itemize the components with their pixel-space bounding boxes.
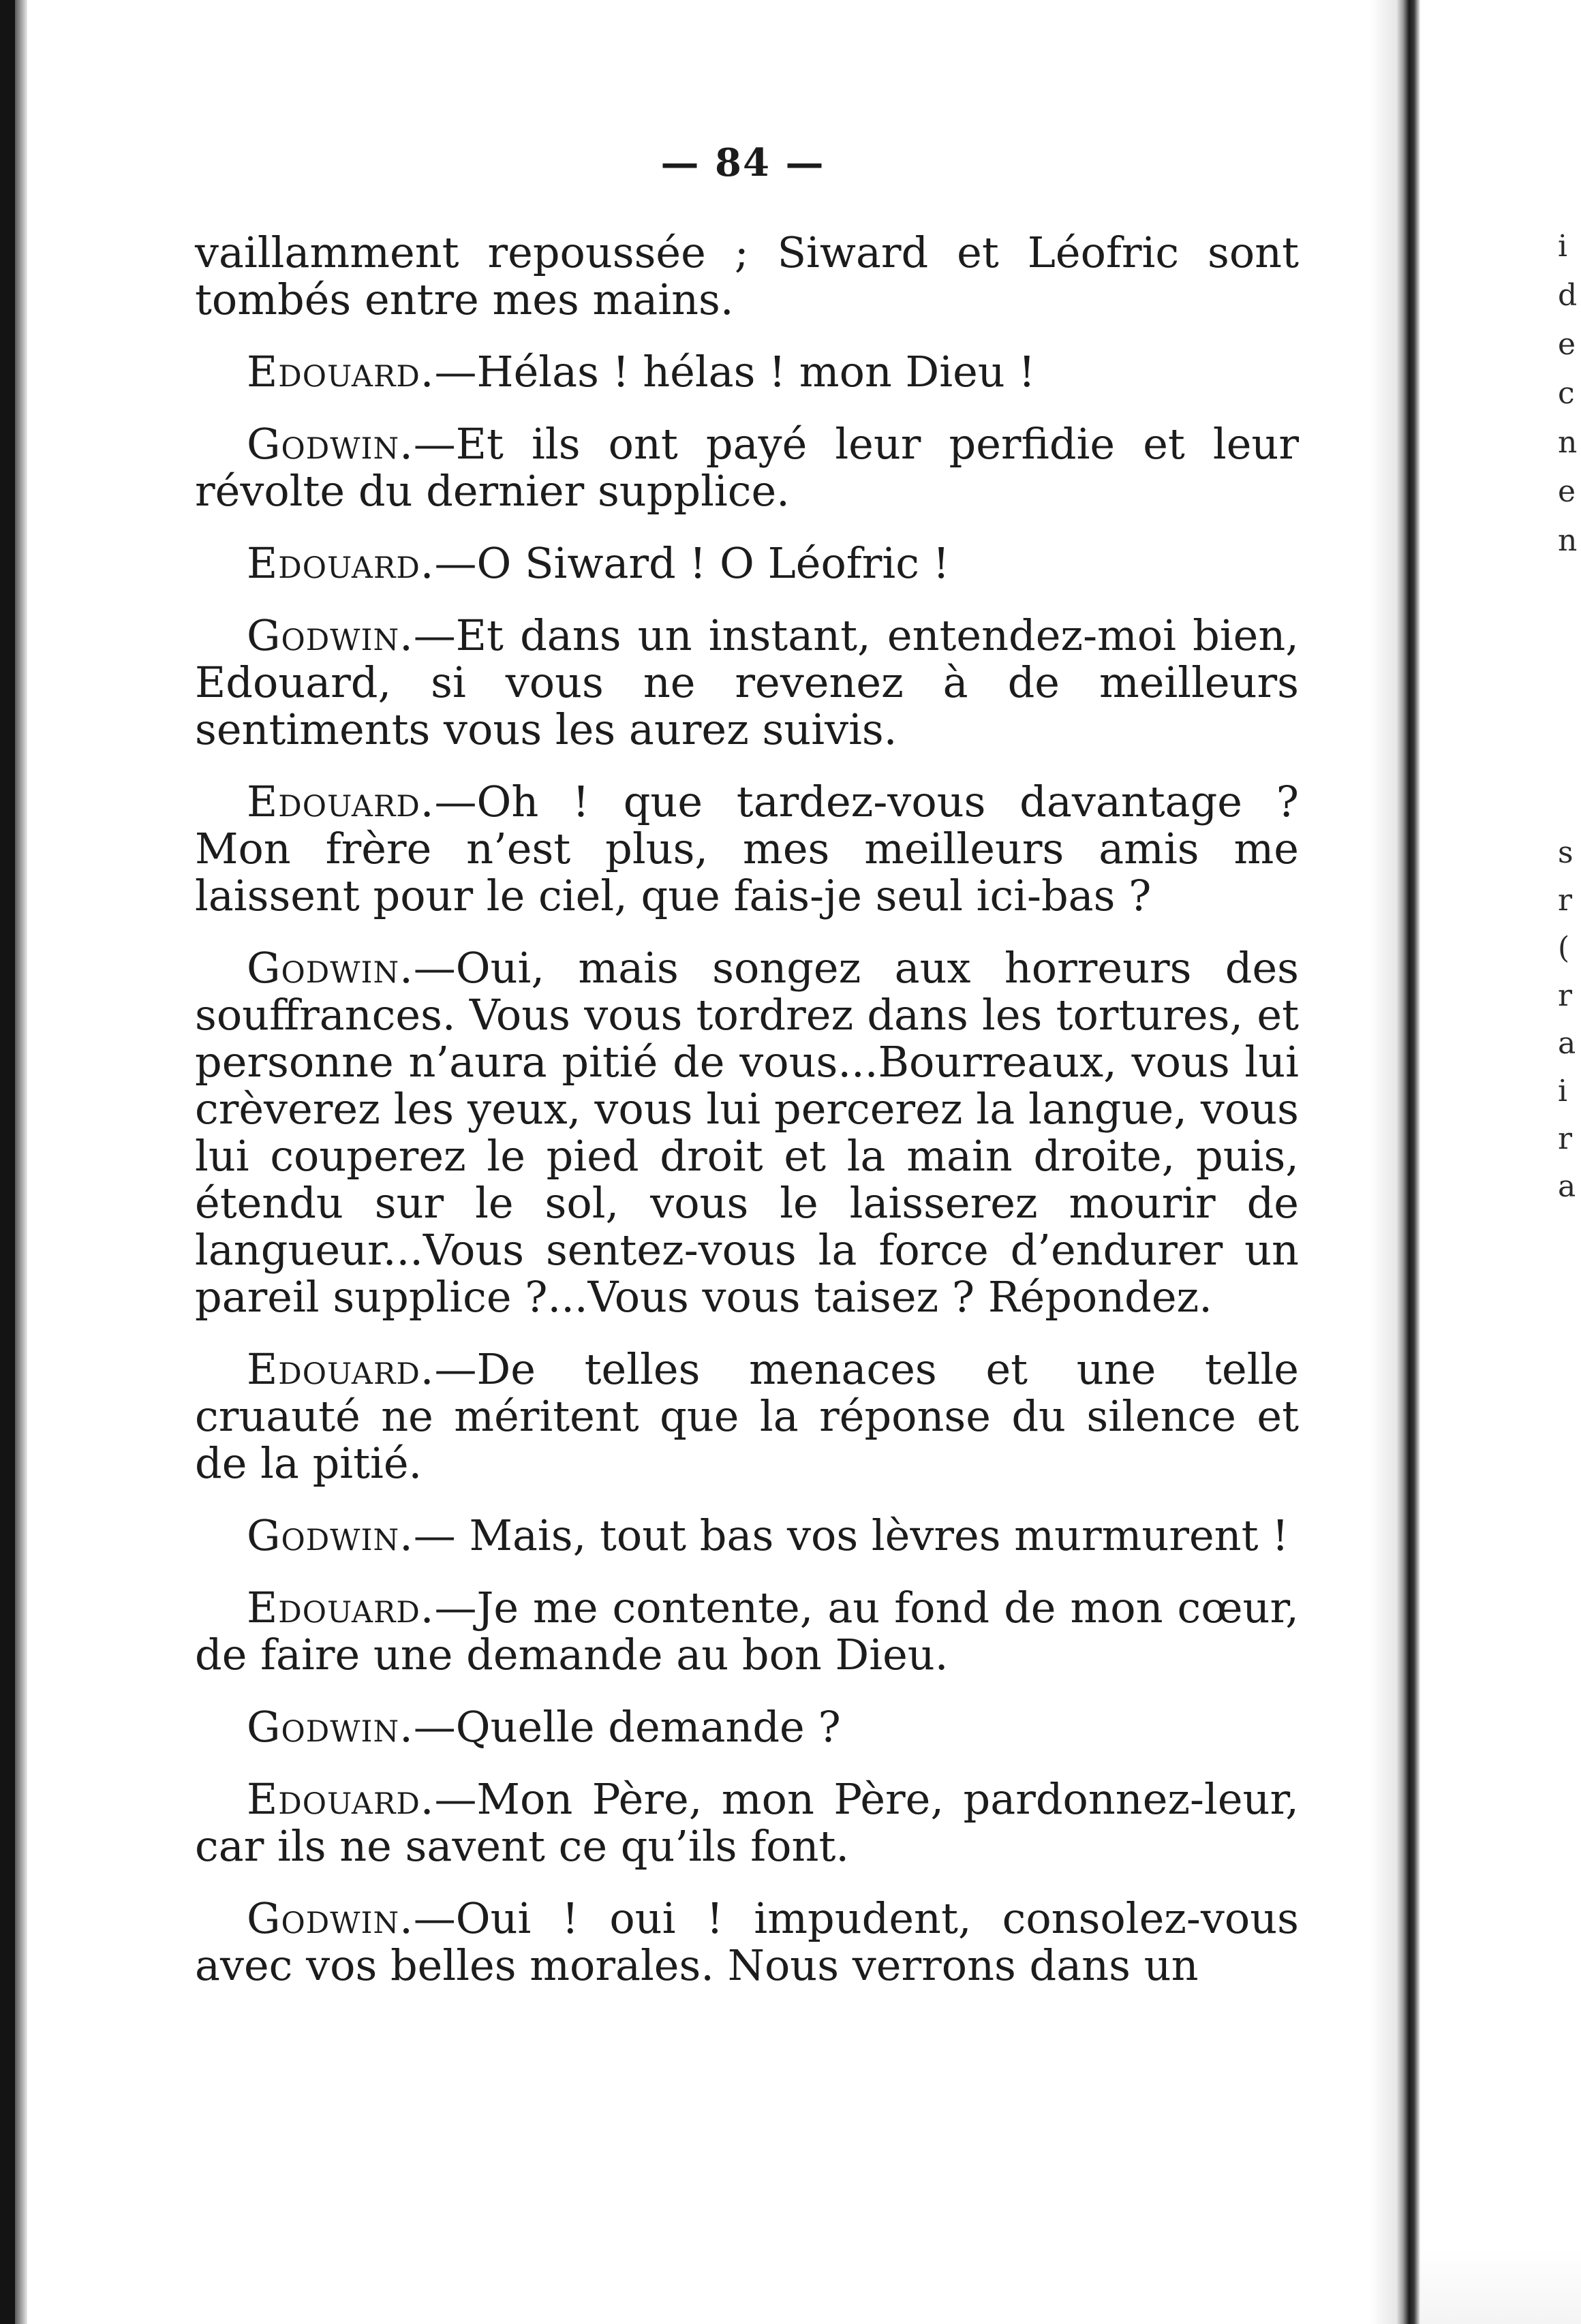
paragraph-text: —Oui, mais songez aux horreurs des souffrances. Vous vous tordrez dans les tortures, et personne n’aura pitié de vous...Bourreaux, vous lui crèverez les yeux, vous lui percerez la langue, vous lui couperez le pied droit et la main droite, puis, étendu sur le sol, vous le laisserez mourir de langueur...Vous sentez-vous la force d’endurer un pareil supplice ?...Vous vous taisez ? Répondez. <box>195 943 1299 1322</box>
facing-fragment: r <box>1558 1121 1573 1156</box>
paragraph-text: —Hélas ! hélas ! mon Dieu ! <box>434 347 1036 397</box>
paragraph <box>195 348 1299 395</box>
paragraph-text: —Oh ! que tardez-vous davantage ? Mon frère n’est plus, mes meilleurs amis me laissent pour le ciel, que fais-je seul ici-bas ? <box>195 777 1299 920</box>
paragraph <box>195 944 1299 1320</box>
paragraph <box>195 1584 1299 1678</box>
speaker-name: Godwin. <box>247 943 414 993</box>
speaker-name: Godwin. <box>247 419 414 469</box>
scan-left-border <box>0 0 15 2324</box>
speaker-name: Godwin. <box>247 610 414 660</box>
page-number: — 84 — <box>660 140 825 185</box>
speaker-name: Edouard. <box>247 538 435 588</box>
facing-fragment: ( <box>1558 931 1570 965</box>
facing-fragment: a <box>1558 1026 1576 1061</box>
paragraph <box>195 778 1299 919</box>
facing-page-bottom <box>1420 2248 1581 2324</box>
speaker-name: Godwin. <box>247 1510 414 1560</box>
speaker-name: Edouard. <box>247 1583 435 1632</box>
speaker-name: Edouard. <box>247 1344 435 1394</box>
facing-fragment: e <box>1558 474 1576 509</box>
facing-fragment: n <box>1558 523 1578 558</box>
paragraph-text: —Quelle demande ? <box>413 1702 841 1752</box>
book-gutter <box>1396 0 1420 2324</box>
speaker-name: Edouard. <box>247 777 435 826</box>
paragraph <box>195 1512 1299 1559</box>
paragraph-text: —Je me contente, au fond de mon cœur, de faire une demande au bon Dieu. <box>195 1583 1299 1679</box>
facing-page-fragments <box>1558 204 1581 1226</box>
paragraph-text: —O Siward ! O Léofric ! <box>434 538 950 588</box>
paragraph <box>195 420 1299 514</box>
paragraph <box>195 1346 1299 1487</box>
paragraph <box>195 612 1299 753</box>
paragraph <box>195 229 1299 323</box>
facing-fragment: e <box>1558 327 1576 362</box>
page-body <box>195 229 1299 2014</box>
paragraph <box>195 1776 1299 1870</box>
facing-fragment: i <box>1558 1074 1568 1109</box>
speaker-name: Edouard. <box>247 347 435 397</box>
speaker-name: Edouard. <box>247 1774 435 1824</box>
paragraph-text: —Oui ! oui ! impudent, consolez-vous avec vos belles morales. Nous verrons dans un <box>195 1893 1299 1990</box>
facing-fragment: r <box>1558 978 1573 1013</box>
facing-fragment: r <box>1558 883 1573 918</box>
speaker-name: Godwin. <box>247 1702 414 1752</box>
paragraph-text: —Et ils ont payé leur perfidie et leur révolte du dernier supplice. <box>195 419 1299 516</box>
facing-fragment: a <box>1558 1169 1576 1204</box>
paragraph-text: —Et dans un instant, entendez-moi bien, Edouard, si vous ne revenez à de meilleurs sentiments vous les aurez suivis. <box>195 610 1299 754</box>
paragraph <box>195 540 1299 587</box>
facing-fragment: i <box>1558 229 1568 264</box>
page-gutter-shadow <box>1370 0 1397 2324</box>
paragraph-text: — Mais, tout bas vos lèvres murmurent ! <box>413 1510 1289 1560</box>
facing-fragment: d <box>1558 278 1578 313</box>
paragraph-text: —Mon Père, mon Père, pardonnez-leur, car ils ne savent ce qu’ils font. <box>195 1774 1299 1871</box>
paragraph <box>195 1895 1299 1989</box>
paragraph <box>195 1703 1299 1750</box>
paragraph-text: —De telles menaces et une telle cruauté ne méritent que la réponse du silence et de la pitié. <box>195 1344 1299 1488</box>
facing-fragment: c <box>1558 376 1575 411</box>
paragraph-text: vaillamment repoussée ; Siward et Léofric sont tombés entre mes mains. <box>195 228 1299 324</box>
facing-fragment: n <box>1558 425 1578 460</box>
scan-left-shadow <box>15 0 27 2324</box>
speaker-name: Godwin. <box>247 1893 414 1943</box>
facing-fragment: s <box>1558 835 1574 870</box>
